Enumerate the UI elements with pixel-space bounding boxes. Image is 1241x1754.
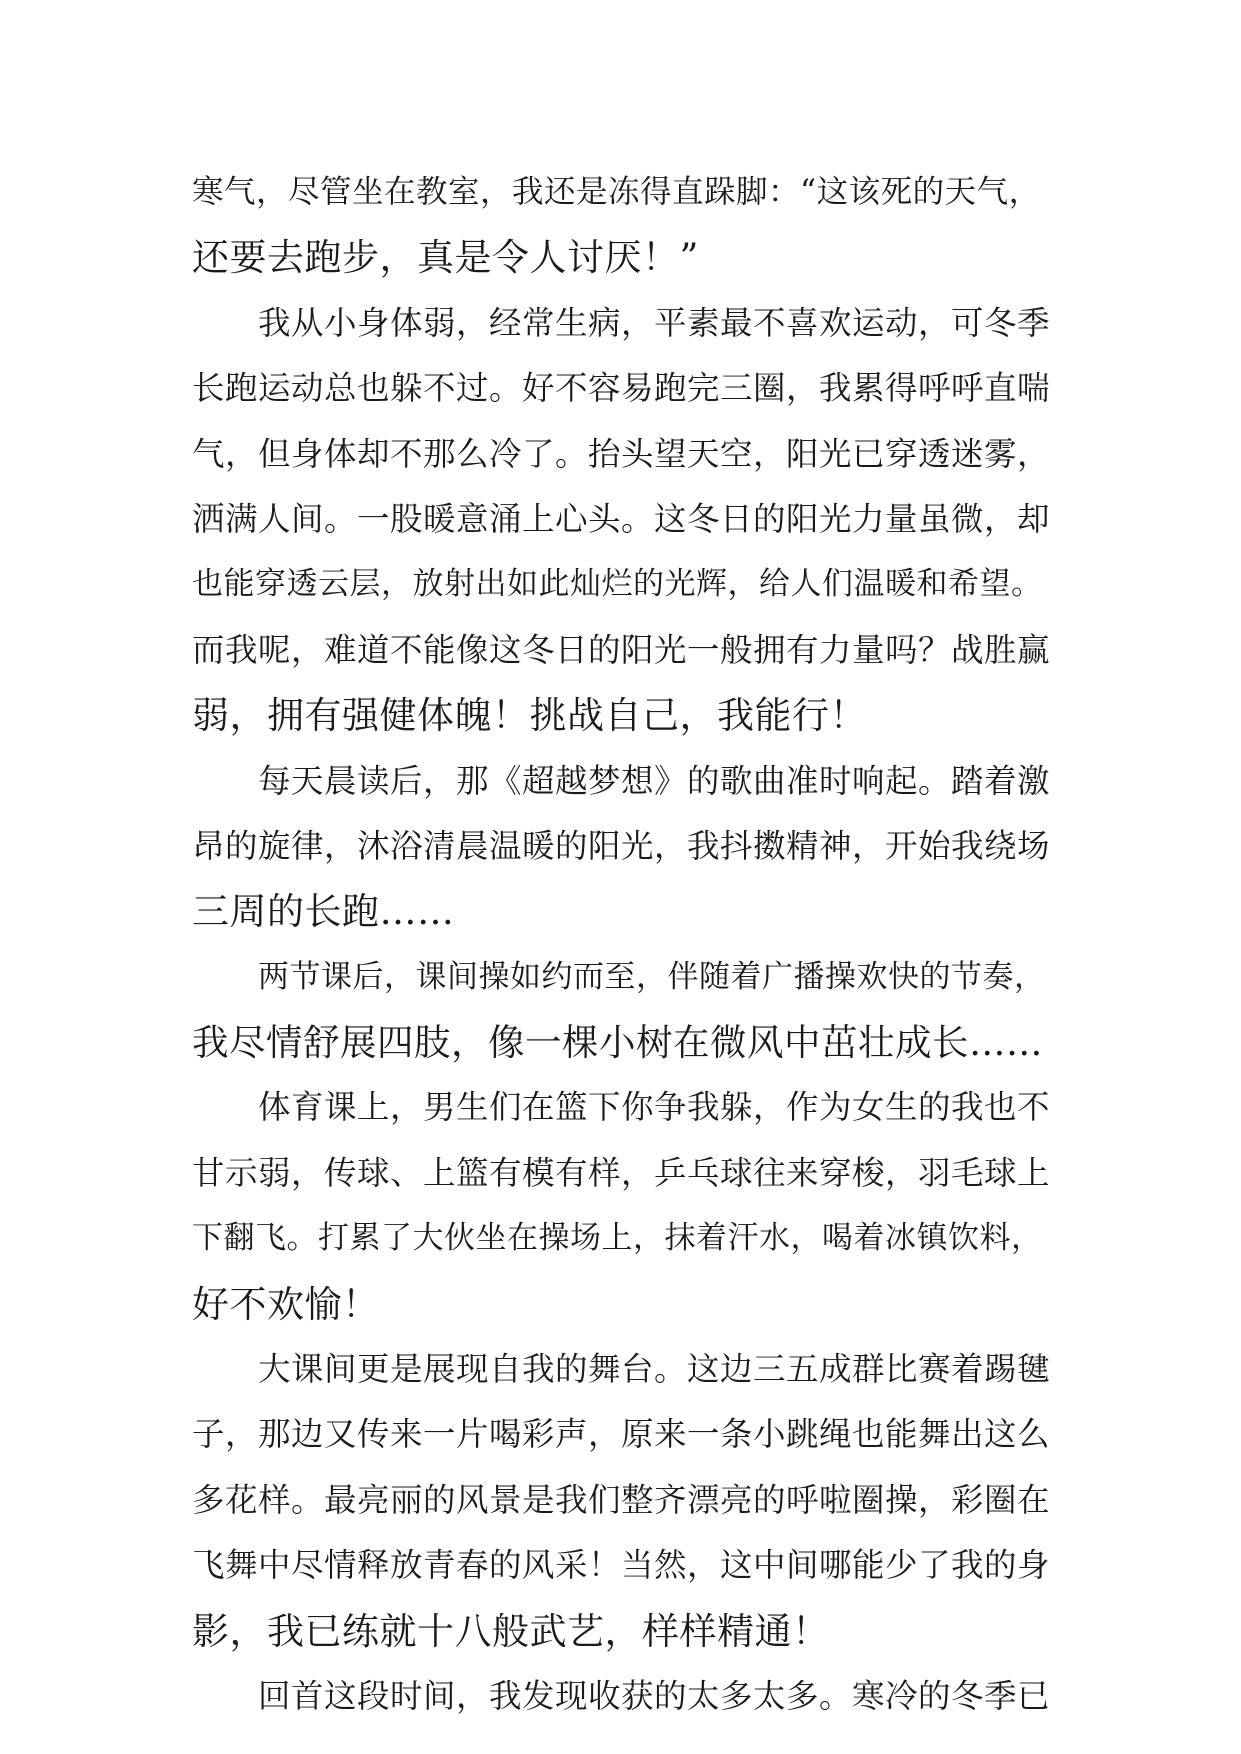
text-line: 子，那边又传来一片喝彩声，原来一条小跳绳也能舞出这么	[192, 1415, 1051, 1454]
text-line: 还要去跑步，真是令人讨厌！”	[192, 236, 699, 280]
text-line: 每天晨读后，那《超越梦想》的歌曲准时响起。踏着激	[258, 761, 1051, 800]
text-line: 甘示弱，传球、上篮有模有样，乒乓球往来穿梭，羽毛球上	[192, 1153, 1051, 1192]
text-line: 弱，拥有强健体魄！挑战自己，我能行！	[192, 694, 867, 738]
text-line: 飞舞中尽情释放青春的风采！当然，这中间哪能少了我的身	[192, 1546, 1051, 1585]
text-line: 洒满人间。一股暖意涌上心头。这冬日的阳光力量虽微，却	[192, 499, 1051, 538]
text-line: 大课间更是展现自我的舞台。这边三五成群比赛着踢毽	[258, 1350, 1051, 1389]
text-line: 我从小身体弱，经常生病，平素最不喜欢运动，可冬季	[258, 303, 1051, 342]
text-line: 也能穿透云层，放射出如此灿烂的光辉，给人们温暖和希望。	[192, 566, 1043, 603]
text-line: 我尽情舒展四肢，像一棵小树在微风中茁壮成长……	[192, 1021, 1043, 1065]
text-line: 两节课后，课间操如约而至，伴随着广播操欢快的节奏，	[258, 958, 1046, 995]
text-line: 三周的长跑……	[192, 890, 455, 934]
text-line: 下翻飞。打累了大伙坐在操场上，抹着汗水，喝着冰镇饮料，	[192, 1220, 1043, 1257]
text-line: 影，我已练就十八般武艺，样样精通！	[192, 1609, 830, 1653]
text-line: 回首这段时间，我发现收获的太多太多。寒冷的冬季已	[258, 1676, 1051, 1715]
text-line: 寒气，尽管坐在教室，我还是冻得直跺脚：“这该死的天气，	[192, 174, 1041, 210]
text-line: 体育课上，男生们在篮下你争我躲，作为女生的我也不	[258, 1088, 1051, 1127]
text-line: 长跑运动总也躲不过。好不容易跑完三圈，我累得呼呼直喘	[192, 369, 1051, 408]
body-text	[192, 160, 1052, 1729]
text-line: 好不欢愉！	[192, 1282, 380, 1326]
text-line: 昂的旋律，沐浴清晨温暖的阳光，我抖擞精神，开始我绕场	[192, 826, 1051, 865]
text-line: 多花样。最亮丽的风景是我们整齐漂亮的呼啦圈操，彩圈在	[192, 1480, 1051, 1519]
text-line: 而我呢，难道不能像这冬日的阳光一般拥有力量吗？战胜赢	[192, 630, 1051, 669]
text-line: 气，但身体却不那么冷了。抬头望天空，阳光已穿透迷雾，	[192, 434, 1051, 473]
